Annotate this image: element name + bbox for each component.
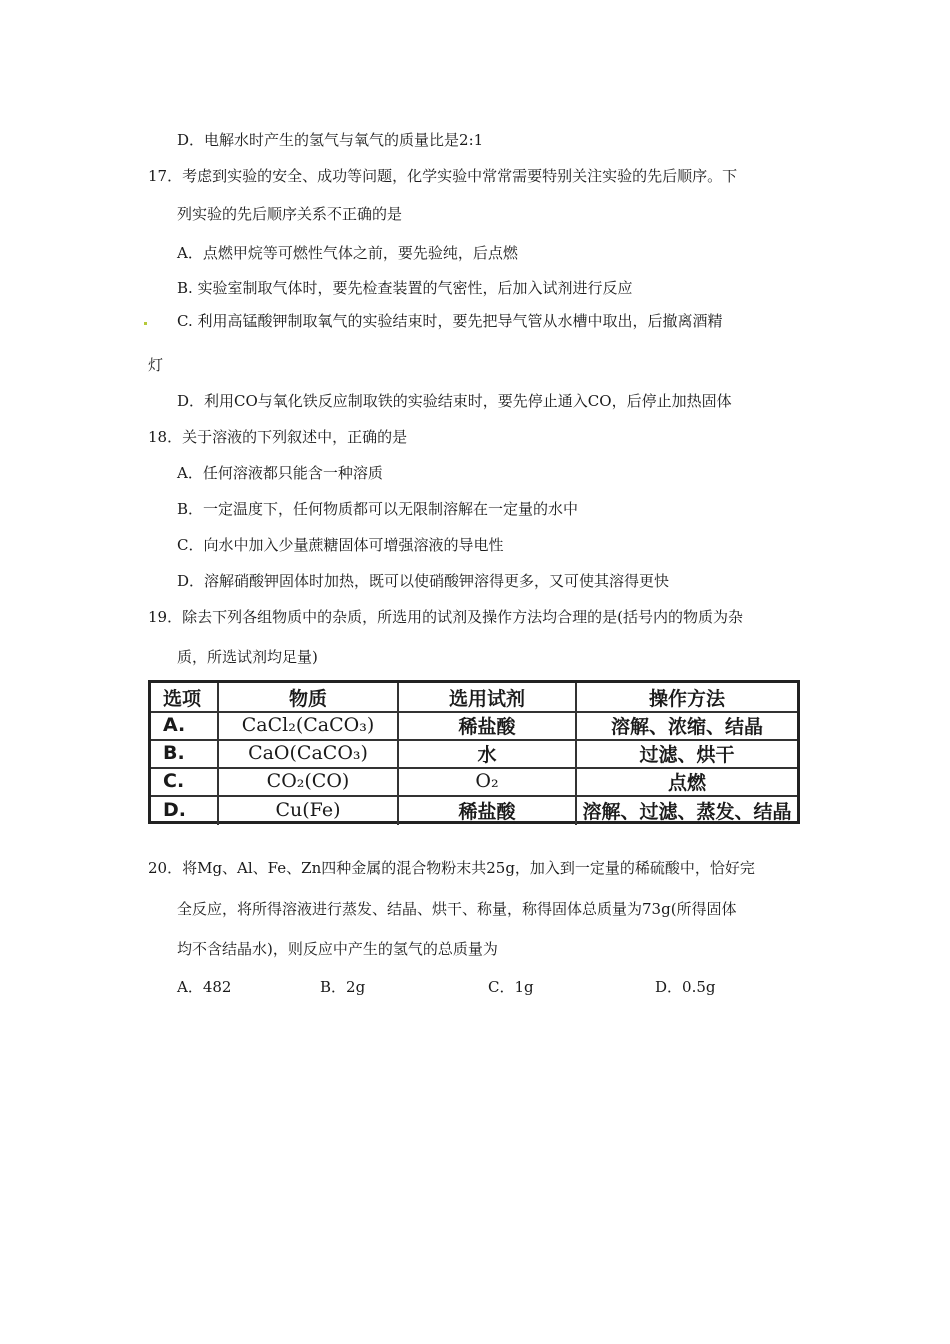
q19-stem-line1: 19．除去下列各组物质中的杂质，所选用的试剂及操作方法均合理的是(括号内的物质为杂 (148, 608, 743, 626)
table-row (151, 795, 797, 825)
q19-stem-line2: 质，所选试剂均足量) (177, 648, 318, 666)
header-method: 操作方法 (648, 687, 725, 710)
row-substance: CO₂(CO) (219, 767, 399, 795)
q18-option-b: B．一定温度下，任何物质都可以无限制溶解在一定量的水中 (177, 500, 579, 518)
q17-option-c-line1: C. 利用高锰酸钾制取氧气的实验结束时，要先把导气管从水槽中取出，后撤离酒精 (177, 312, 723, 330)
row-substance: CaCl₂(CaCO₃) (219, 711, 399, 739)
row-method: 点燃 (667, 771, 706, 794)
q17-stem-line2: 列实验的先后顺序关系不正确的是 (177, 205, 403, 223)
q18-option-a: A．任何溶液都只能含一种溶质 (177, 464, 383, 482)
q20-option-b: B．2g (320, 978, 366, 996)
q20-option-c: C．1g (488, 978, 534, 996)
q18-stem: 18．关于溶液的下列叙述中，正确的是 (148, 428, 408, 446)
table-row (151, 767, 797, 797)
row-option: C. (151, 767, 219, 795)
q20-stem-line3: 均不含结晶水)，则反应中产生的氢气的总质量为 (177, 940, 498, 958)
q17-option-c-line2: 灯 (148, 356, 164, 374)
q17-stem-line1: 17．考虑到实验的安全、成功等问题，化学实验中常常需要特别关注实验的先后顺序。下 (148, 167, 738, 185)
q16-option-d: D．电解水时产生的氢气与氧气的质量比是2:1 (177, 131, 484, 149)
q18-option-d: D．溶解硝酸钾固体时加热，既可以使硝酸钾溶得更多，又可使其溶得更快 (177, 572, 670, 590)
q20-option-a: A．482 (177, 978, 232, 996)
header-option: 选项 (151, 683, 219, 711)
header-substance: 物质 (219, 683, 399, 711)
row-substance: Cu(Fe) (219, 795, 399, 825)
row-option: A. (151, 711, 219, 739)
row-method: 溶解、过滤、蒸发、结晶 (582, 800, 792, 823)
row-option: D. (151, 795, 219, 825)
q18-option-c: C．向水中加入少量蔗糖固体可增强溶液的导电性 (177, 536, 504, 554)
row-reagent: O₂ (399, 767, 577, 795)
q20-stem-line1: 20．将Mg、Al、Fe、Zn四种金属的混合物粉末共25g，加入到一定量的稀硫酸中，恰好完 (148, 859, 755, 877)
table-row (151, 711, 797, 741)
row-method: 过滤、烘干 (639, 743, 735, 766)
q17-option-b: B. 实验室制取气体时，要先检查装置的气密性，后加入试剂进行反应 (177, 279, 633, 297)
q19-table (148, 680, 800, 824)
stray-dot (144, 322, 147, 325)
row-substance: CaO(CaCO₃) (219, 739, 399, 767)
q17-option-d: D．利用CO与氧化铁反应制取铁的实验结束时，要先停止通入CO，后停止加热固体 (177, 392, 732, 410)
row-method: 溶解、浓缩、结晶 (610, 715, 763, 738)
q17-option-a: A．点燃甲烷等可燃性气体之前，要先验纯，后点燃 (177, 244, 518, 262)
header-reagent: 选用试剂 (399, 683, 577, 711)
row-reagent: 稀盐酸 (399, 711, 577, 739)
q20-option-d: D．0.5g (655, 978, 716, 996)
row-reagent: 水 (399, 739, 577, 767)
row-reagent: 稀盐酸 (399, 795, 577, 825)
row-option: B. (151, 739, 219, 767)
table-header-row (151, 683, 797, 713)
table-row (151, 739, 797, 769)
q20-stem-line2: 全反应，将所得溶液进行蒸发、结晶、烘干、称量，称得固体总质量为73g(所得固体 (177, 900, 737, 918)
